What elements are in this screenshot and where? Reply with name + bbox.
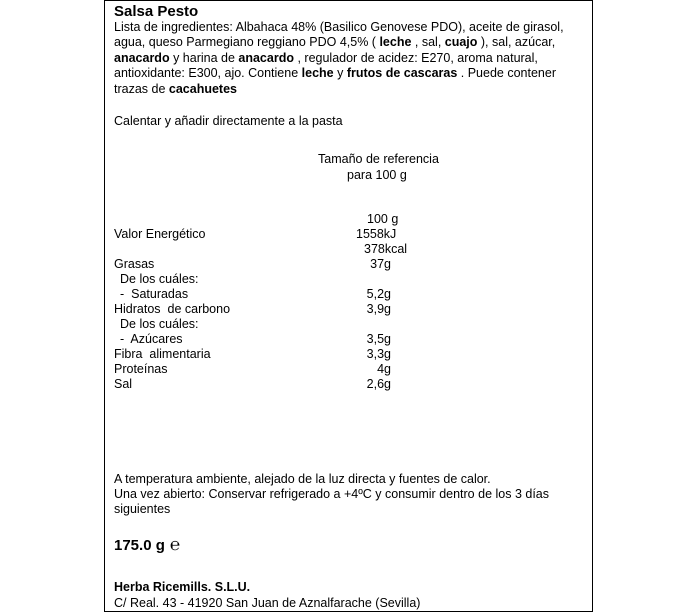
nutrition-row-value: 5,2g xyxy=(366,287,391,301)
reference-size-value: para 100 g xyxy=(347,168,407,182)
nutrition-row-label: - Azúcares xyxy=(120,332,183,346)
nutrition-row-value: 3,9g xyxy=(366,302,391,316)
storage-line-1: A temperatura ambiente, alejado de la luz directa y fuentes de calor. xyxy=(114,472,491,486)
nutrition-row-label: Grasas xyxy=(114,257,155,271)
nutrition-row-label: De los cuáles: xyxy=(120,317,199,331)
nutrition-row-value: 3,5g xyxy=(366,332,391,346)
nutrition-row-value: 2,6g xyxy=(366,377,391,391)
energy-label: Valor Energético xyxy=(114,227,206,241)
nutrition-row-value: 3,3g xyxy=(366,347,391,361)
estimated-sign-icon: ℮ xyxy=(170,535,181,554)
nutrition-row-label: Hidratos de carbono xyxy=(114,302,231,316)
nutrition-row-label: - Saturadas xyxy=(120,287,189,301)
nutrition-row-label: De los cuáles: xyxy=(120,272,199,286)
net-weight xyxy=(114,535,180,555)
nutrition-row-label: Sal xyxy=(114,377,133,391)
per-100g-header: 100 g xyxy=(367,212,399,226)
ingredients-list: Lista de ingredientes: Albahaca 48% (Basilico Genovese PDO), aceite de girasol, agua, queso Parmegiano reggiano PDO 4,5% ( leche , sal, cuajo ), sal, azúcar, anacardo y harina de anacardo , regulador de acidez: E270, aroma natural, antioxidante: E300, ajo. Contiene leche y frutos de cascaras . Puede contener trazas de cacahuetes xyxy=(114,20,564,96)
energy-kj-value: 1558kJ xyxy=(356,227,397,241)
company-address: C/ Real. 43 - 41920 San Juan de Aznalfarache (Sevilla) xyxy=(114,596,421,610)
product-title: Salsa Pesto xyxy=(114,3,199,20)
nutrition-row-label: Proteínas xyxy=(114,362,168,376)
energy-kcal-value: 378kcal xyxy=(364,242,408,256)
storage-line-3: siguientes xyxy=(114,502,171,516)
nutrition-row-value: 37g xyxy=(370,257,391,271)
nutrition-row-value: 4g xyxy=(377,362,391,376)
reference-size-label: Tamaño de referencia xyxy=(318,152,439,166)
net-weight-value: 175.0 g xyxy=(114,537,165,554)
nutrition-row-label: Fibra alimentaria xyxy=(114,347,211,361)
usage-instructions: Calentar y añadir directamente a la pasta xyxy=(114,114,343,128)
storage-line-2: Una vez abierto: Conservar refrigerado a +4ºC y consumir dentro de los 3 días xyxy=(114,487,549,501)
company-name: Herba Ricemills. S.L.U. xyxy=(114,580,251,594)
